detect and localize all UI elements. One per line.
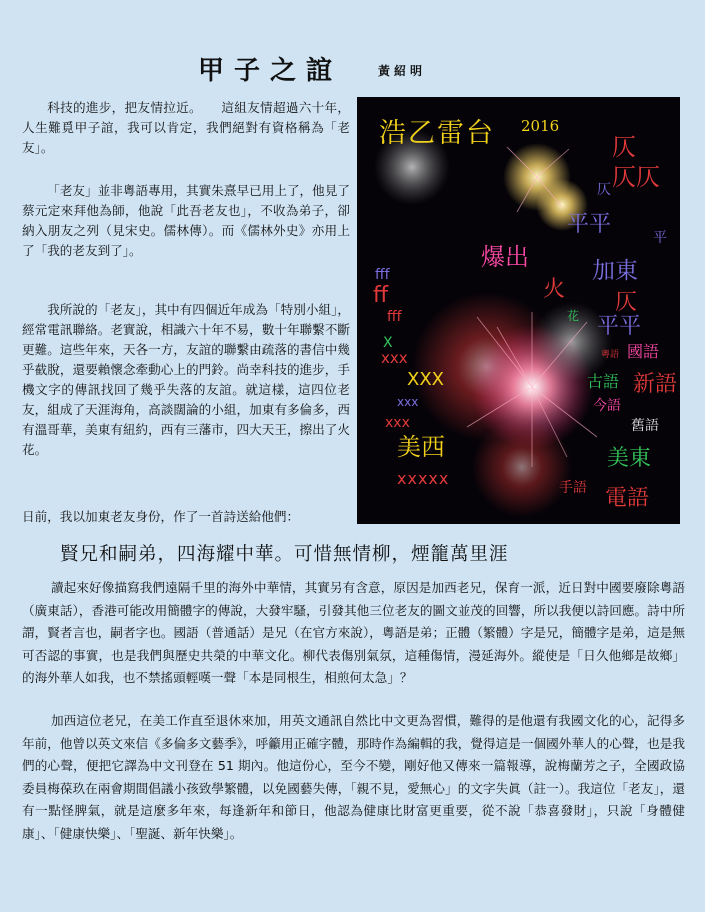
label-ren-small: 仄 — [597, 182, 611, 198]
paragraph-3 — [22, 300, 350, 460]
label-ping-2: 平 — [653, 230, 667, 246]
label-dianyu: 電語 — [605, 486, 650, 511]
paragraph-2-text: 「老友」並非粵語專用，其實朱熹早已用上了，他見了蔡元定來拜他為師，他說「此吾老友也」，不收為弟子，卻納入朋友之列（見宋史。儒林傳）。而《儒林外史》亦用上了「我的老友到了」。 — [22, 183, 351, 258]
label-ren-2: 仄 — [615, 290, 638, 315]
label-renren: 仄仄 — [612, 163, 660, 191]
fireworks-poster — [357, 97, 680, 524]
poster-year: 2016 — [521, 117, 560, 135]
label-hua: 花 — [567, 309, 580, 323]
label-yueyu: 粵語 — [601, 350, 620, 360]
label-fff-2: fff — [387, 309, 402, 325]
label-baochu: 爆出 — [481, 243, 529, 271]
label-guyu: 古語 — [587, 372, 620, 391]
label-meidong: 美東 — [607, 446, 652, 471]
label-ff-big: ff — [373, 283, 389, 308]
label-meixi: 美西 — [397, 433, 445, 461]
label-jiadong: 加東 — [592, 258, 638, 284]
paragraph-5: 讀起來好像描寫我們遠隔千里的海外中華情，其實另有含意，原因是加西老兄，保育一派，近日對中國要廢除粵語（廣東話），香港可能改用簡體字的傳說，大發牢騷，引發其他三位老友的圖文並茂的回響，所以我便以詩回應。詩中所謂，賢者言也，嗣者字也。國語（普通話）是兄（在官方來說），粵語是弟；正體（繁體）字是兄，簡體字是弟，這是無可否認的事實，也是我們與歷史共榮的中華文化。柳代表傷別氣氛，這種傷情，漫延海外。縱使是「日久他鄉是故鄉」的海外華人如我，也不禁搖頭輕嘆一聲「本是同根生，相煎何太急」？ — [22, 580, 685, 685]
paragraph-3-text: 我所說的「老友」，其中有四個近年成為「特別小組」，經常電訊聯絡。老實說，相識六十年不易，數十年聯繫不斷更難。這些年來，天各一方，友誼的聯繫由疏落的書信中幾乎截脫，還要賴懷念牽動心上的門鈴。尚幸科技的進步，手機文字的傳訊找回了幾乎失落的友誼。就這樣，這四位老友，組成了天涯海角，高談闊論的小組，加東有多倫多，西有溫哥華，美東有紐約，西有三藩市，四大天王，擦出了火花。 — [22, 302, 350, 457]
poem-line: 賢兄和嗣弟，四海耀中華。可惜無情柳，煙籠萬里涯 — [60, 544, 509, 565]
label-shouyu: 手語 — [559, 480, 587, 496]
paragraph-2 — [22, 181, 350, 261]
label-x: X — [383, 335, 393, 351]
label-fff-1: fff — [375, 267, 390, 283]
label-xxx-3: xxx — [397, 395, 419, 409]
paragraph-6: 加西這位老兄，在美工作直至退休來加，用英文通訊自然比中文更為習慣，難得的是他還有我國文化的心，記得多年前，他曾以英文來信《多倫多文藝季》，呼籲用正確字體，那時作為編輯的我，覺得這是一個國外華人的心聲，也是我們的心聲，便把它譯為中文刊登在 51 期內。他這份心，至今不變，剛好他又傳來一篇報導，說梅蘭芳之子，全國政協委員梅葆玖在兩會期間倡議小孩致學繁體，以免國藝失傳，「親不見，愛無心」的文字失眞（註一）。我這位「老友」，還有一點怪脾氣，就是這麼多年來，每逢新年和節日，他認為健康比財富更重要，從不說「恭喜發財」，只說「身體健康」、「健康快樂」、「聖誕、新年快樂」。 — [22, 713, 685, 841]
label-xxxxx: xxxxx — [397, 469, 450, 488]
label-pingping-2: 平平 — [597, 314, 642, 339]
label-jiuyu: 舊語 — [631, 418, 659, 434]
label-guoyu: 國語 — [627, 342, 660, 361]
label-xxx-4: xxx — [385, 415, 410, 431]
label-xxx-2: XXX — [407, 369, 444, 390]
label-ping-1: 平平 — [567, 212, 612, 237]
label-huo: 火 — [543, 277, 566, 302]
label-ren-top: 仄 — [612, 133, 636, 161]
label-xxx-1: xxx — [381, 349, 408, 367]
firework-burst-7 — [472, 417, 572, 517]
poster-heading: 浩乙雷台 — [379, 118, 495, 149]
paragraph-1 — [22, 98, 350, 158]
title-row — [0, 50, 705, 90]
label-jinyu: 今語 — [593, 398, 621, 414]
page-title: 甲子之誼 — [198, 56, 343, 86]
paragraph-1-text: 科技的進步，把友情拉近。 這組友情超過六十年，人生難覓甲子誼，我可以肯定，我們絕對有資格稱為「老友」。 — [22, 100, 350, 155]
paragraph-4: 日前，我以加東老友身份，作了一首詩送給他們： — [22, 509, 300, 524]
author-name: 黃紹明 — [378, 64, 427, 78]
label-xinyu: 新語 — [633, 372, 678, 397]
paragraph-2-body: 老友」並非粵語專用，其實朱熹早已用上了，他見了蔡元定來拜他為師，他說「此吾老友也」，不收為弟子，卻納入朋友之列（見宋史。儒林傳）。而《儒林外史》亦用上了「我的老友到了」。 — [22, 183, 351, 258]
